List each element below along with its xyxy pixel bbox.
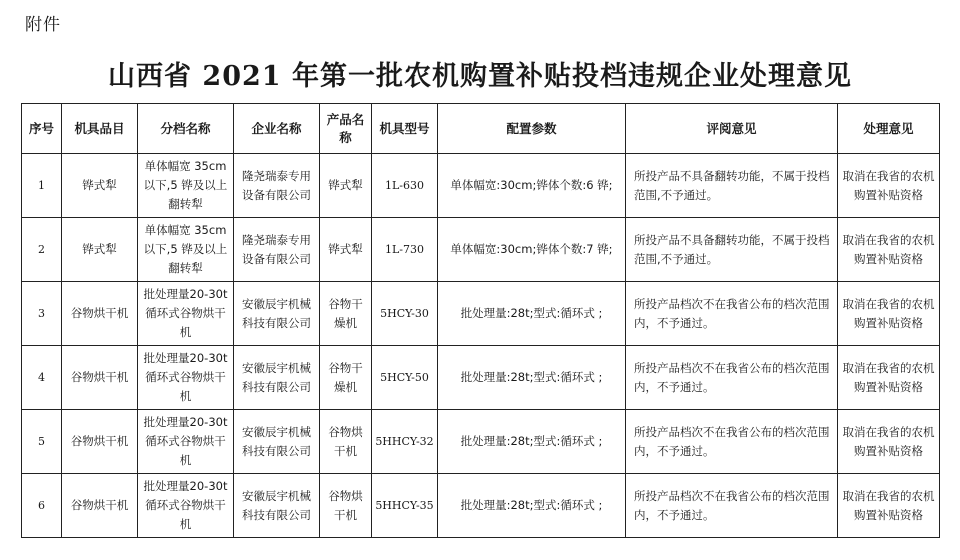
col-header-company: 企业名称 (234, 104, 320, 154)
cell-tier: 单体幅宽 35cm以下,5 铧及以上翻转犁 (138, 154, 234, 218)
table-row (22, 218, 940, 282)
cell-model: 5HHCY-35 (372, 474, 438, 538)
cell-decision: 取消在我省的农机购置补贴资格 (838, 346, 940, 410)
cell-company: 安徽辰宇机械科技有限公司 (234, 474, 320, 538)
cell-item: 谷物烘干机 (62, 474, 138, 538)
cell-no: 5 (22, 410, 62, 474)
cell-config: 单体幅宽:30cm;铧体个数:7 铧; (438, 218, 626, 282)
col-header-no: 序号 (22, 104, 62, 154)
cell-company: 安徽辰宇机械科技有限公司 (234, 282, 320, 346)
col-header-config: 配置参数 (438, 104, 626, 154)
table-row (22, 282, 940, 346)
cell-model: 5HCY-30 (372, 282, 438, 346)
cell-config: 批处理量:28t;型式:循环式 ; (438, 474, 626, 538)
cell-decision: 取消在我省的农机购置补贴资格 (838, 282, 940, 346)
page-title: 山西省 2021 年第一批农机购置补贴投档违规企业处理意见 (108, 61, 852, 92)
cell-company: 安徽辰宇机械科技有限公司 (234, 410, 320, 474)
cell-item: 谷物烘干机 (62, 410, 138, 474)
cell-model: 1L-630 (372, 154, 438, 218)
table-row (22, 410, 940, 474)
cell-product: 谷物干燥机 (320, 282, 372, 346)
cell-decision: 取消在我省的农机购置补贴资格 (838, 154, 940, 218)
cell-tier: 批处理量20-30t 循环式谷物烘干机 (138, 474, 234, 538)
cell-decision: 取消在我省的农机购置补贴资格 (838, 218, 940, 282)
cell-config: 批处理量:28t;型式:循环式 ; (438, 282, 626, 346)
cell-product: 铧式犁 (320, 218, 372, 282)
cell-no: 3 (22, 282, 62, 346)
cell-model: 5HCY-50 (372, 346, 438, 410)
cell-product: 谷物烘干机 (320, 474, 372, 538)
cell-review: 所投产品档次不在我省公布的档次范围内，不予通过。 (626, 282, 838, 346)
cell-product: 谷物烘干机 (320, 410, 372, 474)
col-header-review: 评阅意见 (626, 104, 838, 154)
cell-tier: 批处理量20-30t 循环式谷物烘干机 (138, 282, 234, 346)
cell-item: 铧式犁 (62, 218, 138, 282)
cell-company: 安徽辰宇机械科技有限公司 (234, 346, 320, 410)
table-row (22, 474, 940, 538)
cell-company: 隆尧瑞泰专用设备有限公司 (234, 154, 320, 218)
cell-no: 4 (22, 346, 62, 410)
cell-review: 所投产品不具备翻转功能，不属于投档范围,不予通过。 (626, 154, 838, 218)
cell-review: 所投产品不具备翻转功能，不属于投档范围,不予通过。 (626, 218, 838, 282)
cell-product: 谷物干燥机 (320, 346, 372, 410)
cell-tier: 批处理量20-30t 循环式谷物烘干机 (138, 410, 234, 474)
table-header-row (22, 104, 940, 154)
col-header-decision: 处理意见 (838, 104, 940, 154)
cell-item: 谷物烘干机 (62, 346, 138, 410)
cell-decision: 取消在我省的农机购置补贴资格 (838, 410, 940, 474)
cell-product: 铧式犁 (320, 154, 372, 218)
attachment-label: 附件 (25, 15, 61, 35)
cell-config: 批处理量:28t;型式:循环式 ; (438, 346, 626, 410)
cell-no: 2 (22, 218, 62, 282)
cell-review: 所投产品档次不在我省公布的档次范围内，不予通过。 (626, 474, 838, 538)
col-header-item: 机具品目 (62, 104, 138, 154)
cell-review: 所投产品档次不在我省公布的档次范围内，不予通过。 (626, 346, 838, 410)
cell-item: 谷物烘干机 (62, 282, 138, 346)
cell-review: 所投产品档次不在我省公布的档次范围内，不予通过。 (626, 410, 838, 474)
table-row (22, 346, 940, 410)
cell-company: 隆尧瑞泰专用设备有限公司 (234, 218, 320, 282)
col-header-product: 产品名称 (320, 104, 372, 154)
cell-decision: 取消在我省的农机购置补贴资格 (838, 474, 940, 538)
cell-model: 1L-730 (372, 218, 438, 282)
col-header-tier: 分档名称 (138, 104, 234, 154)
cell-item: 铧式犁 (62, 154, 138, 218)
cell-no: 1 (22, 154, 62, 218)
col-header-model: 机具型号 (372, 104, 438, 154)
cell-config: 单体幅宽:30cm;铧体个数:6 铧; (438, 154, 626, 218)
cell-model: 5HHCY-32 (372, 410, 438, 474)
violation-table (21, 103, 940, 538)
table-row (22, 154, 940, 218)
cell-no: 6 (22, 474, 62, 538)
cell-config: 批处理量:28t;型式:循环式 ; (438, 410, 626, 474)
cell-tier: 批处理量20-30t 循环式谷物烘干机 (138, 346, 234, 410)
cell-tier: 单体幅宽 35cm以下,5 铧及以上翻转犁 (138, 218, 234, 282)
